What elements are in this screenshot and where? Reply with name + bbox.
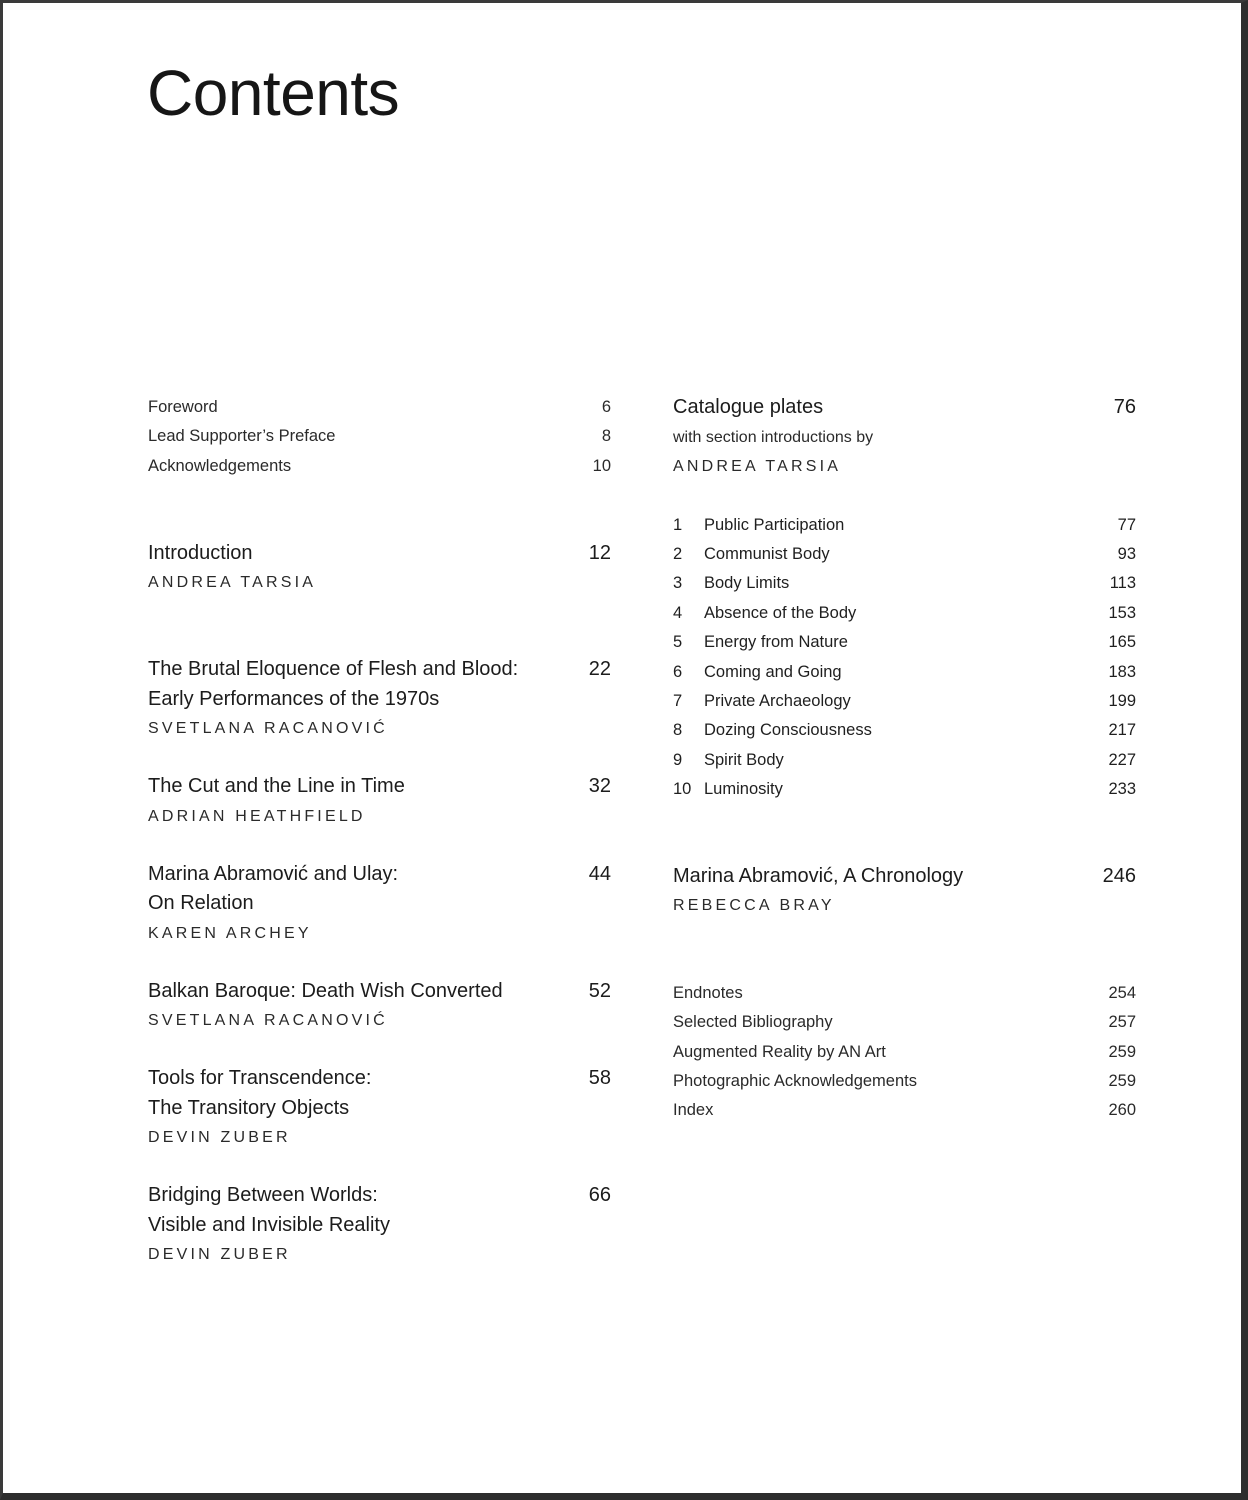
essay-entry — [148, 539, 611, 599]
plate-label: Spirit Body — [704, 750, 784, 769]
essay-title: The Brutal Eloquence of Flesh and Blood: — [148, 658, 519, 681]
entry-page: 259 — [1108, 1042, 1136, 1061]
plate-page: 77 — [1117, 515, 1136, 534]
plate-label: Public Participation — [704, 515, 845, 534]
plate-number: 8 — [673, 721, 683, 740]
essay-title: Tools for Transcendence: — [148, 1067, 372, 1090]
essay-entry — [148, 1181, 611, 1270]
entry-page: 8 — [601, 427, 611, 446]
essay-title-row — [148, 1181, 611, 1211]
left-column — [148, 393, 611, 1270]
essay-author: ADRIAN HEATHFIELD — [148, 807, 366, 825]
plate-entry — [673, 540, 1136, 569]
essay-page: 22 — [588, 658, 611, 681]
entry-label: Lead Supporter’s Preface — [148, 427, 336, 446]
plate-page: 153 — [1108, 603, 1136, 622]
essay-author: ANDREA TARSIA — [148, 574, 317, 592]
plate-number: 6 — [673, 662, 683, 681]
entry-label: Acknowledgements — [148, 456, 292, 475]
entry-page: 260 — [1108, 1101, 1136, 1120]
page-title: Contents — [147, 57, 400, 129]
toc-entry — [148, 452, 611, 481]
essay-title-line: Visible and Invisible Reality — [148, 1213, 390, 1236]
plate-entry — [673, 511, 1136, 540]
plate-number: 2 — [673, 544, 683, 563]
essay-page: 66 — [588, 1184, 611, 1207]
plate-number: 3 — [673, 574, 683, 593]
essay-page: 12 — [588, 541, 611, 564]
plate-number: 1 — [673, 515, 683, 534]
essay-title: Marina Abramović and Ulay: — [148, 862, 399, 885]
essay-entry — [148, 772, 611, 832]
essay-title-line: On Relation — [148, 892, 254, 915]
plate-entry — [673, 775, 1136, 804]
plate-label: Luminosity — [704, 780, 783, 799]
plate-number: 4 — [673, 603, 683, 622]
plate-entry — [673, 569, 1136, 598]
essay-title: The Cut and the Line in Time — [148, 775, 405, 798]
plate-page: 233 — [1108, 780, 1136, 799]
plate-page: 165 — [1108, 633, 1136, 652]
plate-label: Coming and Going — [704, 662, 842, 681]
plate-label: Dozing Consciousness — [704, 721, 872, 740]
chronology-author: REBECCA BRAY — [673, 897, 835, 915]
chronology-title: Marina Abramović, A Chronology — [673, 864, 964, 887]
essay-page: 32 — [588, 775, 611, 798]
entry-page: 254 — [1108, 984, 1136, 1003]
essay-title-row — [148, 1064, 611, 1094]
plate-page: 113 — [1109, 574, 1136, 593]
essay-author: KAREN ARCHEY — [148, 924, 312, 942]
entry-page: 257 — [1108, 1013, 1136, 1032]
plate-label: Body Limits — [704, 574, 790, 593]
plate-entry — [673, 746, 1136, 775]
toc-entry — [148, 393, 611, 422]
toc-entry — [673, 1096, 1136, 1125]
essay-page: 52 — [588, 979, 611, 1002]
plate-number: 5 — [673, 633, 683, 652]
chronology-title-row — [673, 862, 1136, 892]
essay-page: 44 — [588, 862, 611, 885]
front-matter — [148, 393, 611, 481]
essay-entry — [148, 860, 611, 949]
essay-entry — [148, 655, 611, 744]
toc-entry — [148, 422, 611, 451]
catalogue-title: Catalogue plates — [673, 396, 824, 418]
catalogue-entry — [673, 393, 1136, 482]
entry-label: Photographic Acknowledgements — [673, 1071, 917, 1090]
essay-author: DEVIN ZUBER — [148, 1129, 291, 1147]
entry-label: Index — [673, 1101, 714, 1120]
plate-entry — [673, 687, 1136, 716]
plate-page: 227 — [1108, 750, 1136, 769]
plate-page: 217 — [1108, 721, 1136, 740]
entry-label: Augmented Reality by AN Art — [673, 1042, 886, 1061]
essay-title-line: Early Performances of the 1970s — [148, 687, 440, 710]
plate-label: Energy from Nature — [704, 633, 848, 652]
entry-page: 6 — [601, 398, 611, 416]
toc-entry — [673, 1067, 1136, 1096]
essay-page: 58 — [588, 1067, 611, 1090]
entry-page: 10 — [592, 456, 611, 475]
essay-title: Bridging Between Worlds: — [148, 1184, 378, 1207]
essay-title-row — [148, 977, 611, 1007]
essay-title: Balkan Baroque: Death Wish Converted — [148, 979, 503, 1002]
essay-author: SVETLANA RACANOVIĆ — [148, 720, 388, 738]
plate-page: 93 — [1117, 544, 1136, 563]
essay-author: SVETLANA RACANOVIĆ — [148, 1012, 388, 1030]
plates-list — [673, 511, 1136, 805]
toc-entry — [673, 1038, 1136, 1067]
entry-page: 259 — [1108, 1071, 1136, 1090]
plate-entry — [673, 628, 1136, 657]
essay-title-row — [148, 655, 611, 685]
toc-entry — [673, 1008, 1136, 1037]
chronology-entry — [673, 862, 1136, 922]
essay-title-line: The Transitory Objects — [148, 1096, 350, 1119]
chronology-page: 246 — [1102, 864, 1136, 887]
catalogue-page: 76 — [1113, 396, 1136, 418]
plate-number: 10 — [673, 780, 692, 799]
plate-number: 9 — [673, 750, 683, 769]
toc-entry — [673, 979, 1136, 1008]
essay-title-row — [148, 860, 611, 890]
catalogue-author: ANDREA TARSIA — [673, 457, 842, 475]
entry-label: Selected Bibliography — [673, 1013, 833, 1032]
essay-entry — [148, 977, 611, 1037]
plate-entry — [673, 658, 1136, 687]
plate-entry — [673, 599, 1136, 628]
essay-entry — [148, 1064, 611, 1153]
catalogue-intro-by: with section introductions by — [673, 428, 874, 446]
plate-page: 199 — [1108, 691, 1136, 710]
essay-title-row — [148, 772, 611, 802]
essay-title-row — [148, 539, 611, 569]
plate-label: Communist Body — [704, 544, 830, 563]
essay-author: DEVIN ZUBER — [148, 1246, 291, 1264]
plate-number: 7 — [673, 691, 683, 710]
back-matter — [673, 979, 1136, 1125]
plate-page: 183 — [1108, 662, 1136, 681]
catalogue-title-row — [673, 393, 1136, 423]
plate-entry — [673, 716, 1136, 745]
entry-label: Endnotes — [673, 984, 743, 1003]
plate-label: Private Archaeology — [704, 691, 851, 710]
right-column — [673, 393, 1136, 1126]
plate-label: Absence of the Body — [704, 603, 857, 622]
entry-label: Foreword — [148, 398, 218, 416]
essay-title: Introduction — [148, 541, 253, 564]
